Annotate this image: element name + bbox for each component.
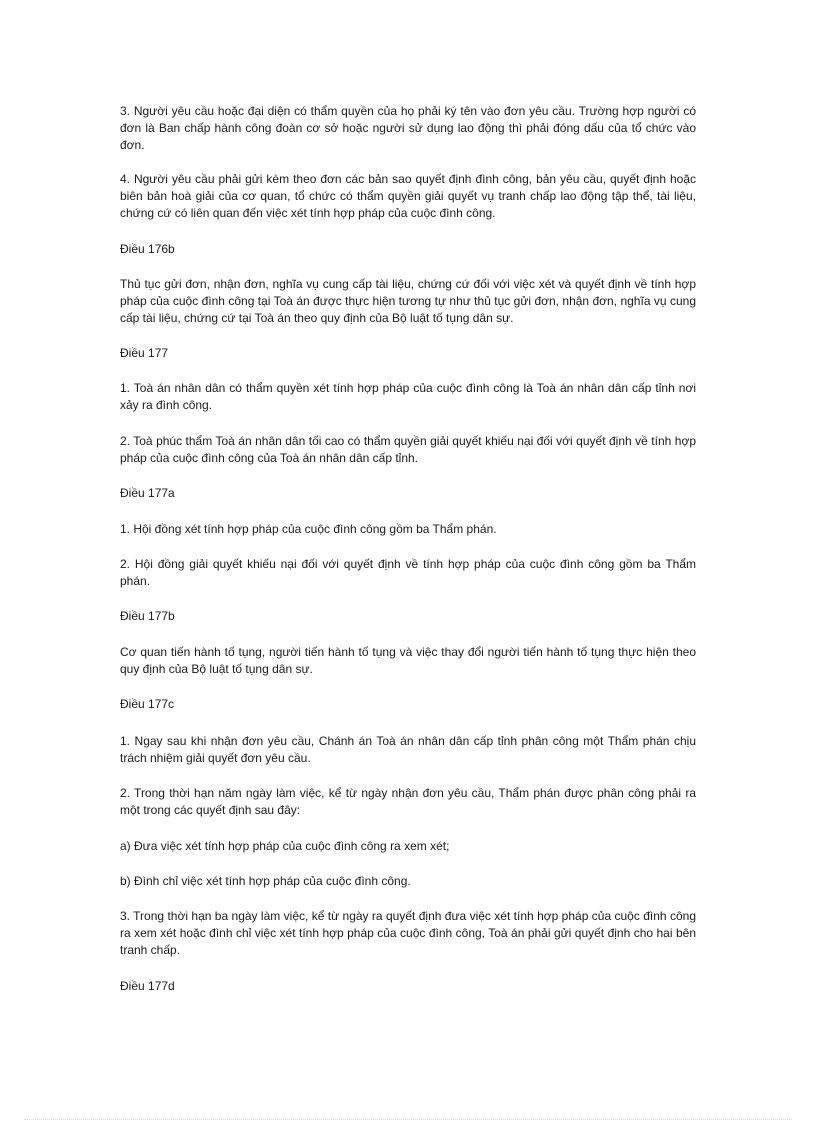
paragraph-article-177c-item-b: b) Đình chỉ việc xét tính hợp pháp của cuộc đình công.: [120, 874, 411, 888]
paragraph-article-177c-clause-2: 2. Trong thời hạn năm ngày làm việc, kể từ ngày nhận đơn yêu cầu, Thẩm phán được phân công phải ra một trong các quyết định sau đây:: [120, 786, 696, 817]
paragraph-article-177a-clause-1: 1. Hội đồng xét tính hợp pháp của cuộc đình công gồm ba Thẩm phán.: [120, 522, 497, 536]
article-heading-176b: Điều 176b: [120, 242, 175, 256]
paragraph-article-177-clause-1: 1. Toà án nhân dân có thẩm quyền xét tính hợp pháp của cuộc đình công là Toà án nhân dân cấp tỉnh nơi xảy ra đình công.: [120, 381, 696, 412]
paragraph-article-177a-clause-2: 2. Hội đồng giải quyết khiếu nại đối với quyết định về tính hợp pháp của cuộc đình công gồm ba Thẩm phán.: [120, 557, 696, 588]
paragraph-article-176b: Thủ tục gửi đơn, nhận đơn, nghĩa vụ cung cấp tài liệu, chứng cứ đối với việc xét và quyết định về tính hợp pháp của cuộc đình công tại Toà án được thực hiện tương tự như thủ tục gửi đơn, nhận đơn, nghĩa vụ cung cấp tài liệu, chứng cứ tại Toà án theo quy định của Bộ luật tố tụng dân sự.: [120, 277, 696, 325]
paragraph-article-177-clause-2: 2. Toà phúc thẩm Toà án nhân dân tối cao có thẩm quyền giải quyết khiếu nại đối với quyết định về tính hợp pháp của cuộc đình công của Toà án nhân dân cấp tỉnh.: [120, 434, 696, 465]
paragraph-article-176a-clause-3: 3. Người yêu cầu hoặc đại diện có thẩm quyền của họ phải ký tên vào đơn yêu cầu. Trường hợp người có đơn là Ban chấp hành công đoàn cơ sở hoặc người sử dụng lao động thì phải đóng dấu của tổ chức vào đơn.: [120, 104, 696, 152]
article-heading-177a: Điều 177a: [120, 486, 175, 500]
paragraph-article-177b: Cơ quan tiến hành tố tụng, người tiến hành tố tụng và việc thay đổi người tiến hành tố tụng thực hiện theo quy định của Bộ luật tố tụng dân sự.: [120, 645, 696, 676]
article-heading-177b: Điều 177b: [120, 609, 175, 623]
article-heading-177d: Điều 177d: [120, 979, 175, 993]
paragraph-article-177c-clause-3: 3. Trong thời hạn ba ngày làm việc, kể từ ngày ra quyết định đưa việc xét tính hợp pháp của cuộc đình công ra xem xét hoặc đình chỉ việc xét tính hợp pháp của cuộc đình công, Toà án phải gửi quyết định cho hai bên tranh chấp.: [120, 909, 696, 957]
paragraph-article-176a-clause-4: 4. Người yêu cầu phải gửi kèm theo đơn các bản sao quyết định đình công, bản yêu cầu, quyết định hoặc biên bản hoà giải của cơ quan, tổ chức có thẩm quyền giải quyết vụ tranh chấp lao động tập thể, tài liệu, chứng cứ có liên quan đến việc xét tính hợp pháp của cuộc đình công.: [120, 172, 696, 220]
article-heading-177: Điều 177: [120, 346, 169, 360]
paragraph-article-177c-item-a: a) Đưa việc xét tính hợp pháp của cuộc đình công ra xem xét;: [120, 839, 450, 853]
article-heading-177c: Điều 177c: [120, 697, 175, 711]
page-bottom-divider: [24, 1119, 792, 1120]
paragraph-article-177c-clause-1: 1. Ngay sau khi nhận đơn yêu cầu, Chánh án Toà án nhân dân cấp tỉnh phân công một Thẩm phán chịu trách nhiệm giải quyết đơn yêu cầu.: [120, 734, 696, 765]
